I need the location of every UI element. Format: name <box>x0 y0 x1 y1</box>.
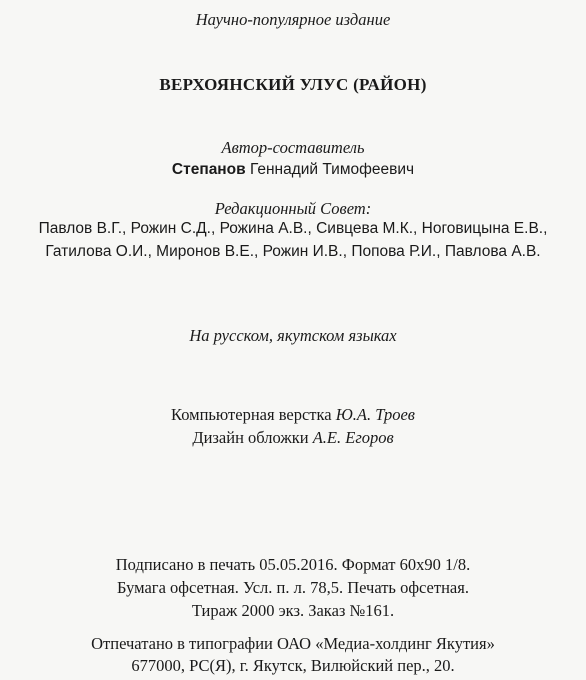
layout-credit-label: Компьютерная верстка <box>171 405 332 424</box>
compiler-surname: Степанов <box>171 161 246 178</box>
printer-line-2: 677000, РС(Я), г. Якутск, Вилюйский пер., 20. <box>131 656 455 675</box>
printer-line-1: Отпечатано в типографии ОАО «Медиа-холдинг Якутия» <box>91 634 495 653</box>
languages-note: На русском, якутском языках <box>189 326 397 345</box>
imprint-line-2: Бумага офсетная. Усл. п. л. 78,5. Печать офсетная. <box>117 578 469 597</box>
cover-credit-label: Дизайн обложки <box>192 428 309 447</box>
compiler-given-names: Геннадий Тимофеевич <box>249 161 415 178</box>
layout-credit <box>0 405 586 425</box>
book-title: ВЕРХОЯНСКИЙ УЛУС (РАЙОН) <box>159 75 427 94</box>
editorial-board-line-1: Павлов В.Г., Рожин С.Д., Рожина А.В., Сивцева М.К., Ноговицына Е.В., <box>38 220 548 237</box>
editorial-board-line-2: Гатилова О.И., Миронов В.Е., Рожин И.В., Попова Р.И., Павлова А.В. <box>45 243 541 260</box>
imprint-line-3: Тираж 2000 экз. Заказ №161. <box>191 601 395 620</box>
cover-credit <box>0 428 586 448</box>
compiler-role: Автор-составитель <box>221 138 365 157</box>
imprint-line-1: Подписано в печать 05.05.2016. Формат 60x90 1/8. <box>115 555 471 574</box>
editorial-board-label: Редакционный Совет: <box>214 199 372 218</box>
compiler-name <box>0 160 586 180</box>
layout-credit-name: Ю.А. Троев <box>335 405 415 424</box>
cover-credit-name: А.Е. Егоров <box>312 428 394 447</box>
edition-type: Научно-популярное издание <box>195 10 391 29</box>
